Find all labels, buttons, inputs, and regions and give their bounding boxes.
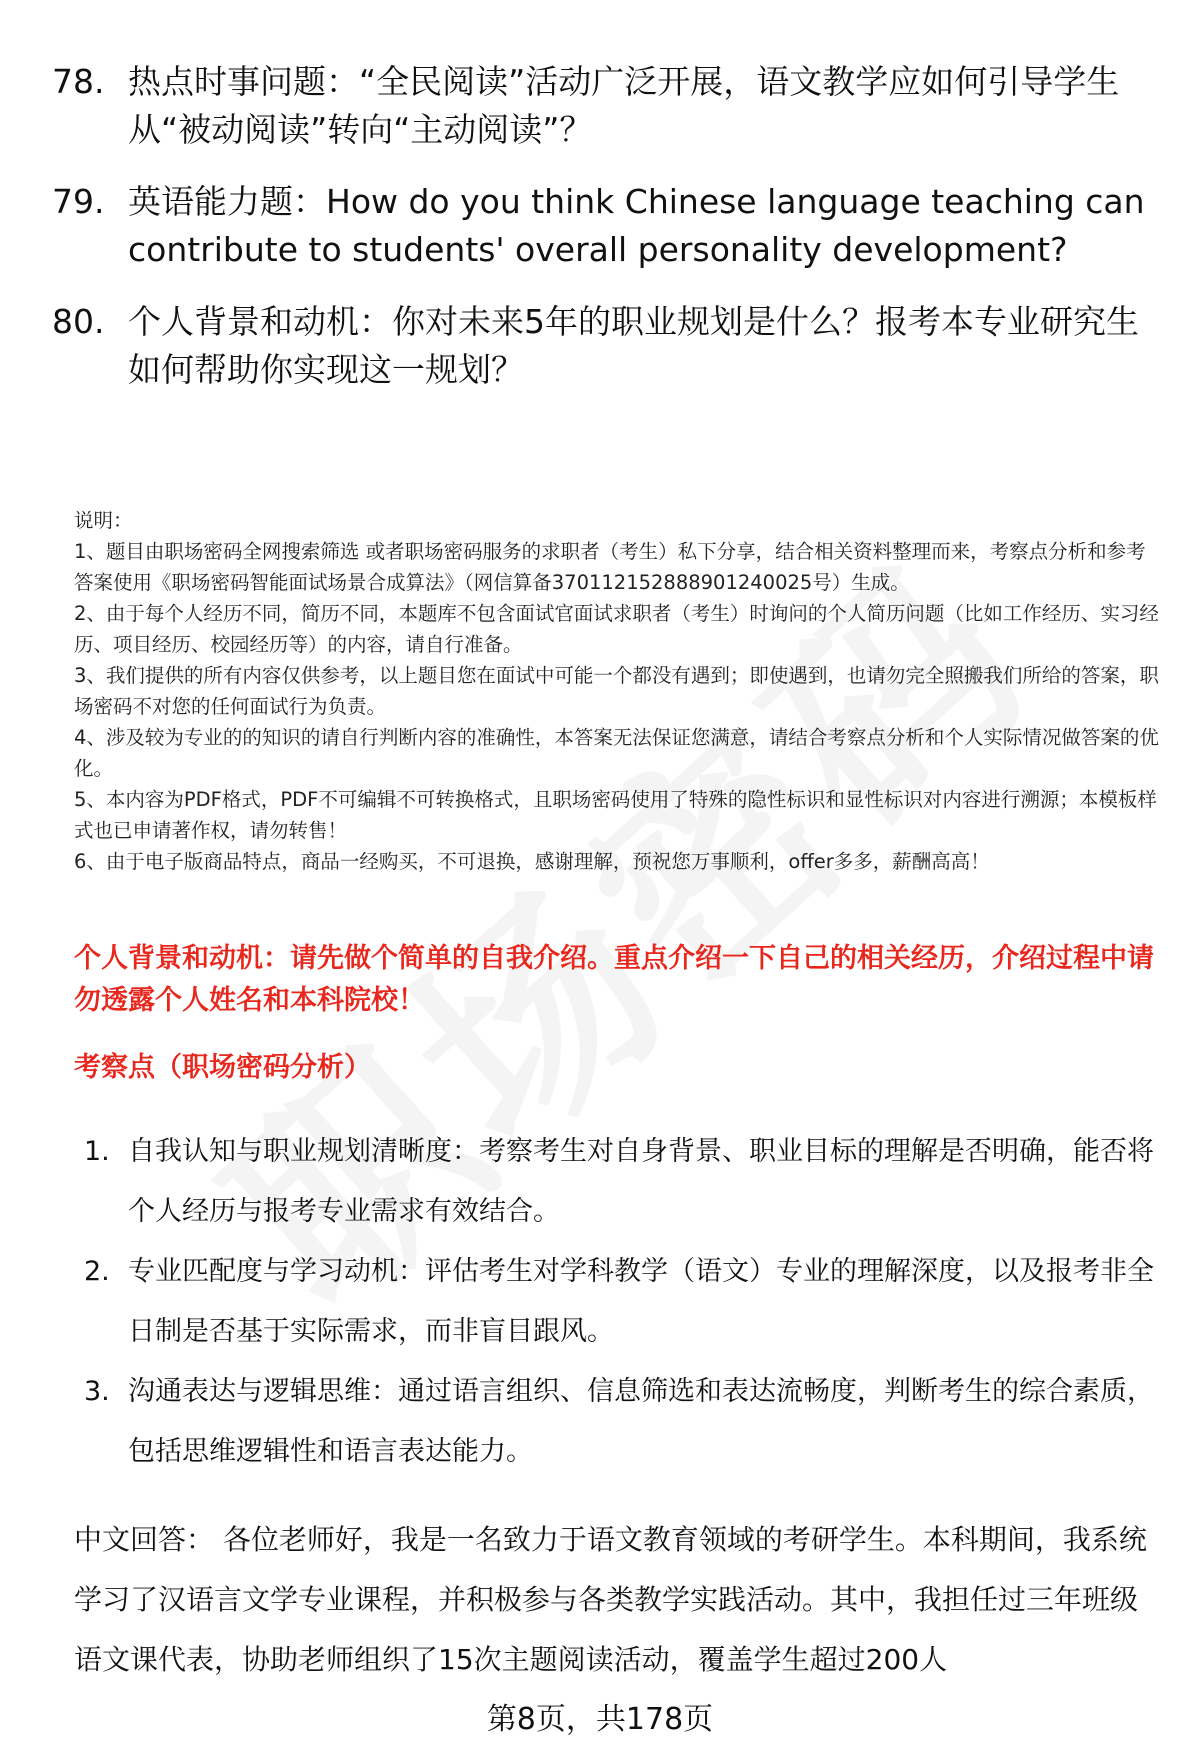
question-number: 78. — [52, 62, 105, 101]
analysis-points — [84, 1122, 1164, 1482]
point-text: 沟通表达与逻辑思维：通过语言组织、信息筛选和表达流畅度，判断考生的综合素质，包括思维逻辑性和语言表达能力。 — [128, 1376, 1154, 1467]
note-item: 1、题目由职场密码全网搜索筛选 或者职场密码服务的求职者（考生）私下分享，结合相关资料整理而来，考察点分析和参考答案使用《职场密码智能面试场景合成算法》（网信算备370112152888901240025号）生成。 — [74, 540, 1146, 594]
point-text: 自我认知与职业规划清晰度：考察考生对自身背景、职业目标的理解是否明确，能否将个人经历与报考专业需求有效结合。 — [128, 1136, 1154, 1227]
note-item: 3、我们提供的所有内容仅供参考，以上题目您在面试中可能一个都没有遇到；即使遇到，也请勿完全照搬我们所给的答案，职场密码不对您的任何面试行为负责。 — [74, 664, 1159, 718]
note-item: 5、本内容为PDF格式，PDF不可编辑不可转换格式，且职场密码使用了特殊的隐性标识和显性标识对内容进行溯源；本模板样式也已申请著作权，请勿转售！ — [74, 788, 1157, 842]
note-item: 2、由于每个人经历不同，简历不同，本题库不包含面试官面试求职者（考生）时询问的个人简历问题（比如工作经历、实习经历、项目经历、校园经历等）的内容，请自行准备。 — [74, 602, 1159, 656]
analysis-point — [84, 1362, 1164, 1482]
point-number: 2. — [84, 1256, 110, 1287]
answer-text: 中文回答： 各位老师好，我是一名致力于语文教育领域的考研学生。本科期间，我系统学习了汉语言文学专业课程，并积极参与各类教学实践活动。其中，我担任过三年班级语文课代表，协助老师组织了15次主题阅读活动，覆盖学生超过200人 — [74, 1523, 1147, 1676]
note-item: 6、由于电子版商品特点，商品一经购买，不可退换，感谢理解，预祝您万事顺利，offer多多，薪酬高高！ — [74, 850, 990, 873]
point-number: 3. — [84, 1376, 110, 1407]
point-text: 专业匹配度与学习动机：评估考生对学科教学（语文）专业的理解深度，以及报考非全日制是否基于实际需求，而非盲目跟风。 — [128, 1256, 1154, 1347]
question-list — [52, 58, 1162, 418]
analysis-point — [84, 1122, 1164, 1242]
question-text: 热点时事问题：“全民阅读”活动广泛开展，语文教学应如何引导学生从“被动阅读”转向“主动阅读”？ — [128, 62, 1120, 149]
question-heading: 个人背景和动机：请先做个简单的自我介绍。重点介绍一下自己的相关经历，介绍过程中请勿透露个人姓名和本科院校！ — [74, 943, 1154, 1016]
point-number: 1. — [84, 1136, 110, 1167]
note-item: 4、涉及较为专业的的知识的请自行判断内容的准确性，本答案无法保证您满意，请结合考察点分析和个人实际情况做答案的优化。 — [74, 726, 1159, 780]
notes-section — [74, 505, 1164, 877]
notes-title: 说明： — [74, 509, 133, 532]
question-text: 英语能力题：How do you think Chinese language teaching can contribute to students' overall personality development? — [128, 182, 1145, 269]
analysis-heading: 考察点（职场密码分析） — [74, 1052, 371, 1083]
question-item — [52, 58, 1162, 154]
question-number: 79. — [52, 182, 105, 221]
question-item — [52, 298, 1162, 394]
question-item — [52, 178, 1162, 274]
analysis-point — [84, 1242, 1164, 1362]
page-footer: 第8页，共178页 — [486, 1702, 714, 1737]
question-number: 80. — [52, 302, 105, 341]
question-text: 个人背景和动机：你对未来5年的职业规划是什么？报考本专业研究生如何帮助你实现这一规划？ — [128, 302, 1139, 389]
